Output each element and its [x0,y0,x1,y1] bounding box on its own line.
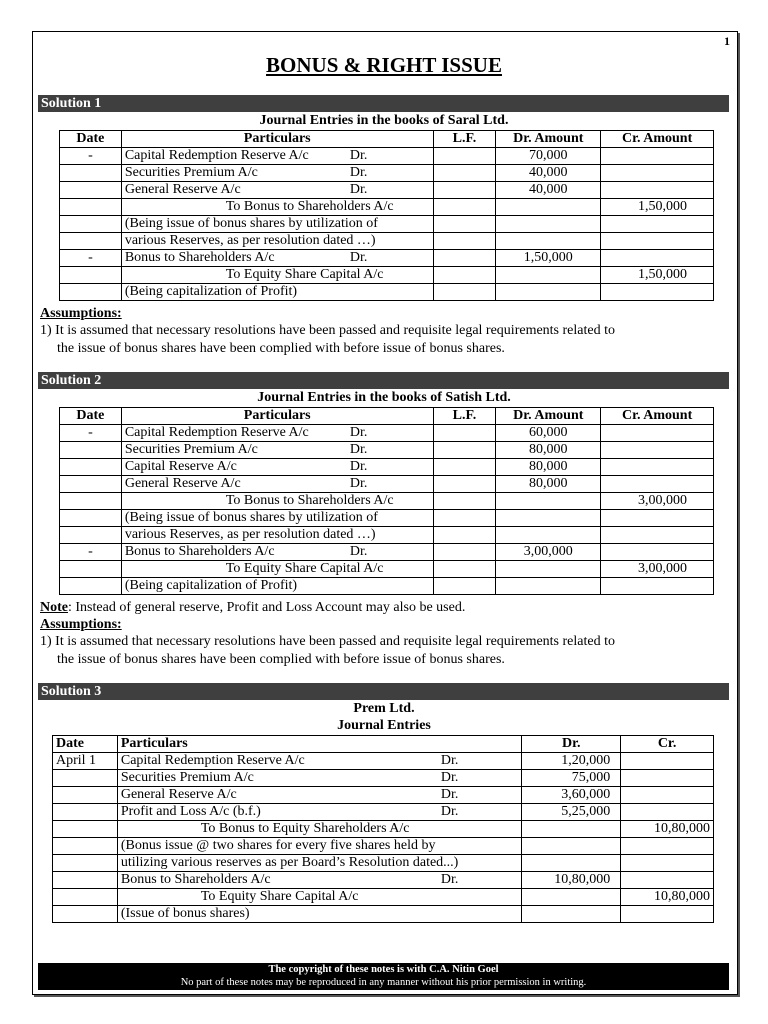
header-cell: Cr. [621,736,714,753]
lf-cell [433,442,496,459]
debit-marker: Dr. [440,872,459,887]
date-cell: April 1 [53,753,118,770]
particulars-cell [117,838,522,855]
page-number: 1 [724,34,730,48]
particulars-cell [117,770,522,787]
particulars-cell [117,889,522,906]
account-name: To Bonus to Shareholders A/c [225,493,394,508]
date-cell [53,821,118,838]
debit-marker: Dr. [349,442,368,457]
note-text: : Instead of general reserve, Profit and Loss Account may also be used. [68,600,466,615]
cr-amount-cell: 3,00,000 [601,493,714,510]
dr-amount-cell [522,906,621,923]
particulars-cell [117,872,522,889]
account-name: To Equity Share Capital A/c [225,267,384,282]
header-cell: Cr. Amount [601,408,714,425]
dr-amount-cell [496,216,601,233]
dr-amount-cell: 3,00,000 [496,544,601,561]
table-row [53,872,714,889]
date-cell [60,510,122,527]
date-cell [60,527,122,544]
date-cell [60,199,122,216]
particulars-cell [121,459,433,476]
particulars-cell [121,233,433,250]
dr-amount-cell: 75,000 [522,770,621,787]
table-row [60,510,714,527]
dr-amount-cell: 60,000 [496,425,601,442]
solution-2-assumptions-label: Assumptions: [40,617,122,632]
table-row [60,148,714,165]
cr-amount-cell [601,148,714,165]
date-cell: - [60,544,122,561]
table-header-row [60,408,714,425]
dr-amount-cell [496,510,601,527]
dr-amount-cell [522,821,621,838]
cr-amount-cell [601,425,714,442]
solution-3-header: Solution 3 [38,683,729,700]
date-cell [60,233,122,250]
lf-cell [433,578,496,595]
table-row [60,527,714,544]
solution-2-header: Solution 2 [38,372,729,389]
dr-amount-cell [496,493,601,510]
lf-cell [433,182,496,199]
table-row [60,442,714,459]
dr-amount-cell: 40,000 [496,182,601,199]
date-cell: - [60,250,122,267]
cr-amount-cell [601,182,714,199]
solution-2-caption: Journal Entries in the books of Satish Ltd. [257,390,511,405]
dr-amount-cell [496,284,601,301]
cr-amount-cell [621,872,714,889]
solution-1-assumption-1a: 1) It is assumed that necessary resolutions have been passed and requisite legal requirements related to [40,323,615,338]
account-name: Profit and Loss A/c (b.f.) [120,804,261,819]
date-cell [60,476,122,493]
dr-amount-cell [496,527,601,544]
lf-cell [433,493,496,510]
cr-amount-cell [621,770,714,787]
lf-cell [433,250,496,267]
account-name: Securities Premium A/c [124,442,258,457]
account-name: To Bonus to Equity Shareholders A/c [200,821,410,836]
particulars-cell [121,267,433,284]
table-row [60,216,714,233]
debit-marker: Dr. [349,544,368,559]
header-cell: Particulars [121,408,433,425]
table-row [60,165,714,182]
table-row [60,578,714,595]
debit-marker: Dr. [440,787,459,802]
date-cell [53,872,118,889]
cr-amount-cell: 10,80,000 [621,821,714,838]
table-row [53,838,714,855]
account-name: General Reserve A/c [124,182,241,197]
footer-line-2: No part of these notes may be reproduced in any manner without his prior permission in writing. [180,977,587,988]
particulars-cell [121,527,433,544]
date-cell [53,889,118,906]
header-cell: Particulars [117,736,522,753]
cr-amount-cell [601,544,714,561]
particulars-cell [121,199,433,216]
lf-cell [433,216,496,233]
lf-cell [433,561,496,578]
account-name: Capital Redemption Reserve A/c [124,425,309,440]
date-cell [53,770,118,787]
particulars-cell [121,148,433,165]
lf-cell [433,148,496,165]
header-cell: Date [60,131,122,148]
solution-1-assumptions-label: Assumptions: [40,306,122,321]
cr-amount-cell: 3,00,000 [601,561,714,578]
cr-amount-cell [601,216,714,233]
header-cell: L.F. [433,131,496,148]
account-name: (Being capitalization of Profit) [124,284,298,299]
date-cell: - [60,148,122,165]
date-cell [60,578,122,595]
debit-marker: Dr. [440,804,459,819]
date-cell [53,787,118,804]
cr-amount-cell [621,906,714,923]
table-row [53,821,714,838]
lf-cell [433,284,496,301]
dr-amount-cell: 3,60,000 [522,787,621,804]
account-name: (Being capitalization of Profit) [124,578,298,593]
date-cell [60,459,122,476]
cr-amount-cell [601,527,714,544]
dr-amount-cell [522,838,621,855]
dr-amount-cell [496,561,601,578]
cr-amount-cell [621,855,714,872]
solution-1-assumption-1b: the issue of bonus shares have been complied with before issue of bonus shares. [57,341,505,356]
table-row [60,544,714,561]
table-row [53,855,714,872]
solution-1-journal-table [59,130,714,301]
particulars-cell [121,476,433,493]
table-row [60,250,714,267]
date-cell [60,216,122,233]
dr-amount-cell: 80,000 [496,459,601,476]
particulars-cell [121,544,433,561]
date-cell [60,165,122,182]
cr-amount-cell [601,459,714,476]
date-cell [60,284,122,301]
cr-amount-cell [601,476,714,493]
cr-amount-cell [621,804,714,821]
dr-amount-cell [522,889,621,906]
lf-cell [433,233,496,250]
footer-line-1: The copyright of these notes is with C.A. Nitin Goel [268,964,499,975]
particulars-cell [121,216,433,233]
particulars-cell [121,578,433,595]
debit-marker: Dr. [349,425,368,440]
particulars-cell [121,561,433,578]
table-row [60,284,714,301]
account-name: Securities Premium A/c [124,165,258,180]
account-name: General Reserve A/c [120,787,237,802]
particulars-cell [121,442,433,459]
cr-amount-cell: 1,50,000 [601,199,714,216]
account-name: To Equity Share Capital A/c [200,889,359,904]
header-cell: Dr. Amount [496,408,601,425]
dr-amount-cell: 70,000 [496,148,601,165]
cr-amount-cell [601,442,714,459]
table-row [53,770,714,787]
cr-amount-cell [601,578,714,595]
date-cell [60,561,122,578]
particulars-cell [121,425,433,442]
lf-cell [433,544,496,561]
cr-amount-cell [601,510,714,527]
particulars-cell [121,493,433,510]
table-row [60,476,714,493]
cr-amount-cell [601,284,714,301]
header-cell: Cr. Amount [601,131,714,148]
date-cell [60,182,122,199]
account-name: Bonus to Shareholders A/c [124,250,275,265]
particulars-cell [121,510,433,527]
note-label: Note [40,600,68,615]
account-name: various Reserves, as per resolution dated …) [124,527,376,542]
table-row [60,199,714,216]
solution-3-caption-journal: Journal Entries [337,718,431,733]
lf-cell [433,510,496,527]
table-row [60,459,714,476]
particulars-cell [117,804,522,821]
dr-amount-cell: 80,000 [496,476,601,493]
particulars-cell [121,165,433,182]
debit-marker: Dr. [349,476,368,491]
date-cell: - [60,425,122,442]
dr-amount-cell [522,855,621,872]
cr-amount-cell: 10,80,000 [621,889,714,906]
cr-amount-cell [601,165,714,182]
account-name: various Reserves, as per resolution dated …) [124,233,376,248]
debit-marker: Dr. [349,459,368,474]
table-row [53,889,714,906]
lf-cell [433,267,496,284]
header-cell: Particulars [121,131,433,148]
header-cell: Dr. [522,736,621,753]
account-name: General Reserve A/c [124,476,241,491]
cr-amount-cell: 1,50,000 [601,267,714,284]
cr-amount-cell [621,753,714,770]
solution-3-journal-table [52,735,714,923]
table-header-row [53,736,714,753]
date-cell [60,493,122,510]
solution-2-note [40,599,465,616]
debit-marker: Dr. [349,165,368,180]
date-cell [53,804,118,821]
particulars-cell [121,250,433,267]
table-row [60,493,714,510]
account-name: To Bonus to Shareholders A/c [225,199,394,214]
solution-1-caption: Journal Entries in the books of Saral Ltd. [259,113,509,128]
table-header-row [60,131,714,148]
particulars-cell [121,182,433,199]
date-cell [60,267,122,284]
table-row [60,267,714,284]
account-name: Securities Premium A/c [120,770,254,785]
table-row [53,787,714,804]
account-name: Bonus to Shareholders A/c [124,544,275,559]
solution-1-header: Solution 1 [38,95,729,112]
lf-cell [433,165,496,182]
header-cell: Dr. Amount [496,131,601,148]
lf-cell [433,476,496,493]
account-name: (Issue of bonus shares) [120,906,250,921]
dr-amount-cell [496,267,601,284]
header-cell: Date [53,736,118,753]
header-cell: Date [60,408,122,425]
table-row [60,425,714,442]
date-cell [53,838,118,855]
date-cell [53,906,118,923]
table-row [53,906,714,923]
lf-cell [433,199,496,216]
dr-amount-cell [496,578,601,595]
particulars-cell [117,821,522,838]
cr-amount-cell [621,838,714,855]
table-row [60,233,714,250]
cr-amount-cell [601,250,714,267]
account-name: To Equity Share Capital A/c [225,561,384,576]
dr-amount-cell: 10,80,000 [522,872,621,889]
date-cell [53,855,118,872]
dr-amount-cell: 40,000 [496,165,601,182]
account-name: (Bonus issue @ two shares for every five shares held by [120,838,436,853]
cr-amount-cell [601,233,714,250]
header-cell: L.F. [433,408,496,425]
table-row [60,561,714,578]
dr-amount-cell: 5,25,000 [522,804,621,821]
table-row [53,753,714,770]
account-name: Bonus to Shareholders A/c [120,872,271,887]
cr-amount-cell [621,787,714,804]
lf-cell [433,425,496,442]
dr-amount-cell: 80,000 [496,442,601,459]
debit-marker: Dr. [349,250,368,265]
debit-marker: Dr. [440,770,459,785]
table-row [53,804,714,821]
account-name: Capital Reserve A/c [124,459,237,474]
page-title: BONUS & RIGHT ISSUE [266,53,502,77]
particulars-cell [121,284,433,301]
solution-3-caption-company: Prem Ltd. [353,701,415,716]
dr-amount-cell [496,233,601,250]
date-cell [60,442,122,459]
copyright-footer [38,963,729,990]
lf-cell [433,527,496,544]
particulars-cell [117,855,522,872]
solution-2-journal-table [59,407,714,595]
account-name: (Being issue of bonus shares by utilization of [124,510,378,525]
lf-cell [433,459,496,476]
particulars-cell [117,753,522,770]
dr-amount-cell [496,199,601,216]
debit-marker: Dr. [349,148,368,163]
debit-marker: Dr. [440,753,459,768]
particulars-cell [117,906,522,923]
debit-marker: Dr. [349,182,368,197]
solution-2-assumption-1a: 1) It is assumed that necessary resolutions have been passed and requisite legal requirements related to [40,634,615,649]
particulars-cell [117,787,522,804]
solution-2-assumption-1b: the issue of bonus shares have been complied with before issue of bonus shares. [57,652,505,667]
account-name: (Being issue of bonus shares by utilization of [124,216,378,231]
dr-amount-cell: 1,20,000 [522,753,621,770]
account-name: Capital Redemption Reserve A/c [124,148,309,163]
dr-amount-cell: 1,50,000 [496,250,601,267]
account-name: Capital Redemption Reserve A/c [120,753,305,768]
account-name: utilizing various reserves as per Board’s Resolution dated...) [120,855,459,870]
table-row [60,182,714,199]
